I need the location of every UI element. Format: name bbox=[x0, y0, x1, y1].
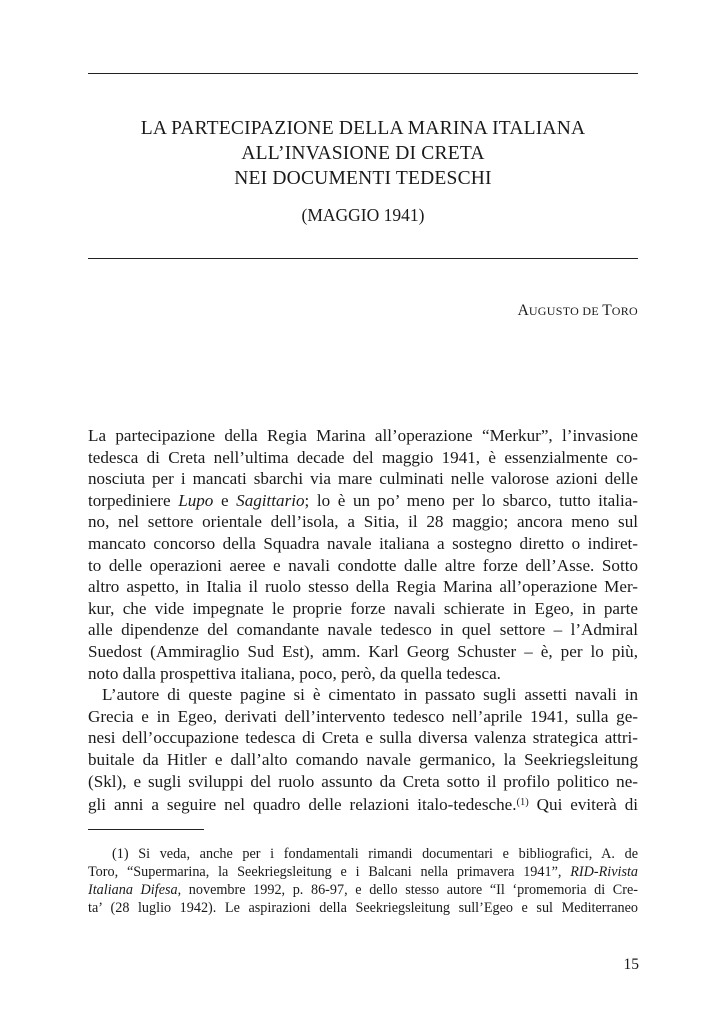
top-rule bbox=[88, 73, 638, 74]
text-run: gli anni a seguire nel quadro delle relazioni italo-tedesche. bbox=[88, 795, 517, 815]
text-run: torpediniere bbox=[88, 490, 179, 510]
footnote-line: (1) Si veda, anche per i fondamentali rimandi documentari e bibliografici, A. de bbox=[112, 846, 638, 862]
author-initial: A bbox=[517, 302, 529, 319]
body-line bbox=[88, 490, 638, 512]
body-line: kur, che vide impegnate le proprie forze navali schierate in Egeo, in parte bbox=[88, 598, 638, 618]
italic-ship-name: Sagittario bbox=[236, 490, 305, 510]
title-line: NEI DOCUMENTI TEDESCHI bbox=[234, 168, 492, 189]
body-line: tedesca di Creta nell’ultima decade del maggio 1941, è essenzialmente co- bbox=[88, 447, 638, 467]
body-line: nosciuta per i mancati sbarchi via mare culminati nelle valorose azioni delle bbox=[88, 469, 638, 489]
article-subtitle: (MAGGIO 1941) bbox=[301, 205, 425, 225]
text-run: Qui eviterà di bbox=[528, 795, 638, 815]
body-line: nesi dell’occupazione tedesca di Creta e sulla diversa valenza strategica attri- bbox=[88, 728, 638, 748]
title-line: ALL’INVASIONE DI CRETA bbox=[241, 143, 485, 164]
footnote-line bbox=[88, 863, 638, 881]
author-smallcaps: ORO bbox=[611, 304, 638, 318]
body-line: Grecia e in Egeo, derivati dell’intervento tedesco nell’aprile 1941, sulla ge- bbox=[88, 706, 638, 726]
text-run: e bbox=[213, 490, 237, 510]
body-line: noto dalla prospettiva italiana, poco, però, da quella tedesca. bbox=[88, 663, 501, 683]
body-line: buitale da Hitler e dall’alto comando navale germanico, la Seekriegsleitung bbox=[88, 749, 638, 769]
body-line: mancato concorso della Squadra navale italiana a sostegno diretto o indiret- bbox=[88, 533, 638, 553]
body-line: (Skl), e sugli sviluppi del ruolo assunto da Creta sotto il profilo politico ne- bbox=[88, 771, 638, 791]
body-line bbox=[88, 792, 638, 816]
body-line: L’autore di queste pagine si è cimentato in passato sugli assetti navali in bbox=[102, 685, 638, 705]
italic-ship-name: Lupo bbox=[178, 490, 214, 510]
body-text bbox=[88, 425, 638, 816]
text-run: , novembre 1992, p. 86-97, e dello stesso autore “Il ‘promemoria di Cre- bbox=[177, 882, 639, 898]
footnote-reference[interactable]: (1) bbox=[516, 797, 529, 809]
body-line: La partecipazione della Regia Marina all’operazione “Merkur”, l’invasione bbox=[88, 426, 638, 445]
body-line: to delle operazioni aeree e navali condotte dalle altre forze dell’Asse. Sotto bbox=[88, 555, 638, 575]
page-number: 15 bbox=[623, 956, 639, 973]
footnote-line: ta’ (28 luglio 1942). Le aspirazioni della Seekriegsleitung sull’Egeo e sul Mediterraneo bbox=[88, 900, 638, 916]
body-line: alle dipendenze del comandante navale tedesco in quel settore – l’Admiral bbox=[88, 620, 638, 640]
italic-journal-title: Italiana Difesa bbox=[88, 882, 178, 898]
body-line: no, nel settore orientale dell’isola, a Sitia, il 28 maggio; ancora meno sul bbox=[88, 512, 638, 532]
bottom-rule bbox=[88, 258, 638, 259]
footnote bbox=[88, 845, 638, 917]
footnote-line bbox=[88, 881, 638, 899]
body-line: Suedost (Ammiraglio Sud Est), amm. Karl Georg Schuster – è, per lo più, bbox=[88, 641, 638, 661]
footnote-rule bbox=[88, 829, 204, 830]
title-line: LA PARTECIPAZIONE DELLA MARINA ITALIANA bbox=[140, 118, 586, 139]
article-title bbox=[88, 116, 638, 191]
body-line: altro aspetto, in Italia il ruolo stesso della Regia Marina all’operazione Mer- bbox=[88, 577, 638, 597]
author-initial: T bbox=[602, 302, 612, 319]
italic-journal-title: RID-Rivista bbox=[570, 864, 638, 880]
text-run: ; lo è un po’ meno per lo sbarco, tutto italia- bbox=[304, 490, 638, 510]
author-smallcaps: UGUSTO DE bbox=[528, 304, 603, 318]
author-name bbox=[518, 302, 638, 320]
text-run: Toro, “Supermarina, la Seekriegsleitung e i Balcani nella primavera 1941”, bbox=[88, 864, 571, 880]
